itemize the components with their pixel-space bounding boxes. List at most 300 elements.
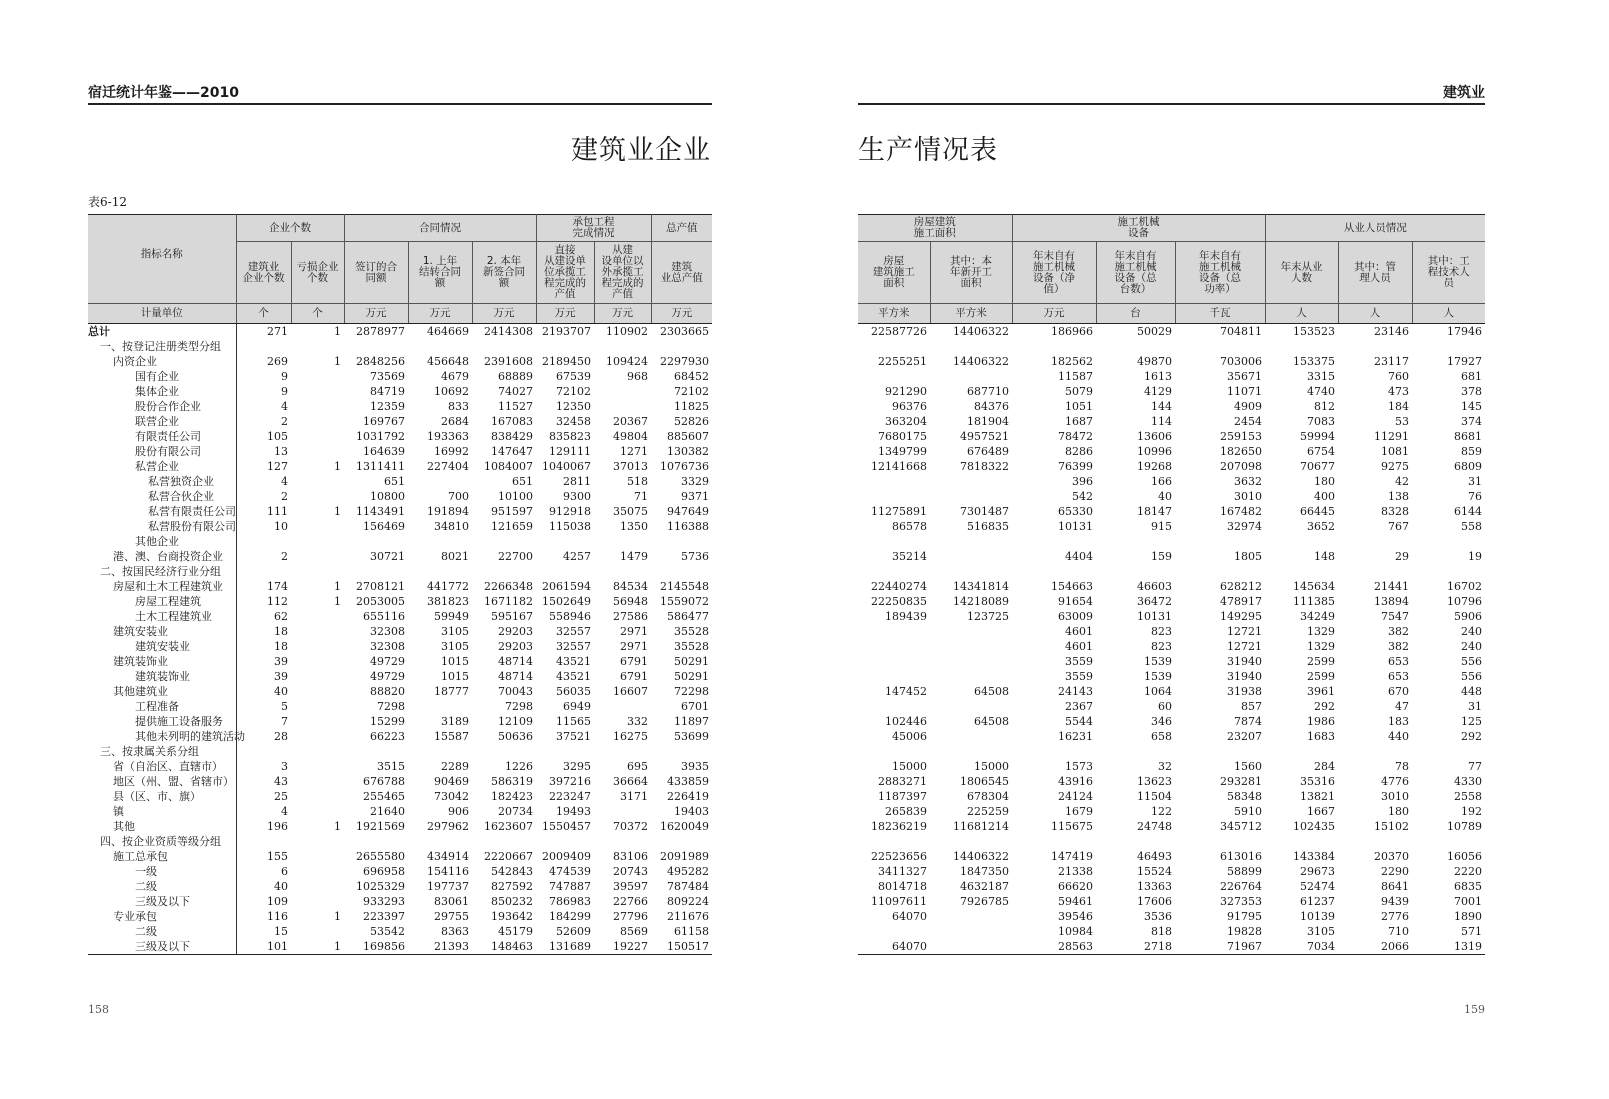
table-row <box>858 489 1485 504</box>
table-row <box>88 459 712 474</box>
data-cell: 193363 <box>427 430 469 443</box>
data-cell: 21441 <box>1374 580 1409 593</box>
data-cell: 10 <box>274 520 288 533</box>
col-indirect-output: 从建 设单位以 外承揽工 程完成的 产值 <box>594 242 651 304</box>
table-row <box>858 399 1485 414</box>
data-cell: 147419 <box>1051 850 1093 863</box>
data-cell: 39 <box>274 670 288 683</box>
data-cell: 53699 <box>674 730 709 743</box>
data-cell: 655116 <box>363 610 405 623</box>
group-machinery: 施工机械 设备 <box>1012 215 1265 242</box>
data-cell: 9275 <box>1381 460 1409 473</box>
data-cell: 767 <box>1388 520 1409 533</box>
data-cell: 495282 <box>667 865 709 878</box>
data-cell: 7034 <box>1265 939 1338 955</box>
data-cell: 265839 <box>885 805 927 818</box>
data-cell: 1847350 <box>960 865 1009 878</box>
data-cell: 7818322 <box>960 460 1009 473</box>
data-cell: 153375 <box>1293 355 1335 368</box>
data-cell: 676489 <box>967 445 1009 458</box>
data-cell: 2255251 <box>878 355 927 368</box>
row-label: 总计 <box>88 324 236 340</box>
data-cell: 613016 <box>1220 850 1262 863</box>
data-cell <box>291 624 344 639</box>
data-cell: 22523656 <box>871 850 927 863</box>
table-row <box>88 534 712 549</box>
page-title-left: 建筑业企业 <box>571 135 711 166</box>
data-cell: 2971 <box>620 625 648 638</box>
data-cell <box>1412 834 1485 849</box>
table-row <box>88 384 712 399</box>
data-cell: 951597 <box>491 505 533 518</box>
data-cell: 2971 <box>620 640 648 653</box>
data-cell: 382 <box>1388 625 1409 638</box>
data-cell: 6 <box>281 865 288 878</box>
table-row <box>88 504 712 519</box>
data-cell: 7298 <box>377 700 405 713</box>
data-cell: 4 <box>281 805 288 818</box>
data-cell: 62 <box>274 610 288 623</box>
data-cell: 812 <box>1314 400 1335 413</box>
data-cell: 13623 <box>1137 775 1172 788</box>
data-cell <box>858 669 930 684</box>
table-row <box>858 894 1485 909</box>
table-row <box>88 369 712 384</box>
data-cell <box>930 909 1012 924</box>
data-cell: 1 <box>334 595 341 608</box>
data-cell <box>472 564 536 579</box>
table-row <box>858 414 1485 429</box>
data-cell: 49804 <box>613 430 648 443</box>
data-cell: 121659 <box>491 520 533 533</box>
data-cell: 56035 <box>556 685 591 698</box>
data-cell: 3632 <box>1234 475 1262 488</box>
data-cell: 653 <box>1388 655 1409 668</box>
data-cell: 226764 <box>1220 880 1262 893</box>
data-cell <box>291 879 344 894</box>
data-cell <box>1096 834 1175 849</box>
data-cell: 73042 <box>434 790 469 803</box>
data-cell <box>291 339 344 354</box>
data-cell: 3515 <box>377 760 405 773</box>
data-cell <box>291 609 344 624</box>
data-cell: 45179 <box>498 925 533 938</box>
data-cell <box>1265 339 1338 354</box>
data-cell <box>291 924 344 939</box>
data-cell: 193642 <box>491 910 533 923</box>
row-label: 三、按隶属关系分组 <box>88 744 236 759</box>
data-cell: 35214 <box>892 550 927 563</box>
data-cell <box>291 654 344 669</box>
data-cell: 3961 <box>1307 685 1335 698</box>
data-cell: 696958 <box>363 865 405 878</box>
data-cell: 91654 <box>1058 595 1093 608</box>
data-cell: 164639 <box>363 445 405 458</box>
data-cell: 4601 <box>1065 640 1093 653</box>
data-cell: 43521 <box>556 655 591 668</box>
table-row <box>858 579 1485 594</box>
data-cell: 32458 <box>556 415 591 428</box>
data-cell: 651 <box>512 475 533 488</box>
row-label: 三级及以下 <box>88 894 236 909</box>
data-cell: 586319 <box>491 775 533 788</box>
data-cell: 11291 <box>1374 430 1409 443</box>
data-cell: 2193707 <box>542 325 591 338</box>
data-cell: 53542 <box>370 925 405 938</box>
data-cell: 167083 <box>491 415 533 428</box>
data-cell: 13894 <box>1374 595 1409 608</box>
table-row <box>858 774 1485 789</box>
data-cell: 32974 <box>1227 520 1262 533</box>
data-cell <box>930 339 1012 354</box>
running-head-left: 宿迁统计年鉴——2010 <box>88 85 239 101</box>
data-cell: 23207 <box>1227 730 1262 743</box>
data-cell: 2655580 <box>356 850 405 863</box>
table-row <box>858 924 1485 939</box>
data-cell: 558 <box>1461 520 1483 533</box>
data-cell: 174 <box>267 580 288 593</box>
col-total-output: 建筑 业总产值 <box>651 242 712 304</box>
data-cell: 2599 <box>1307 670 1335 683</box>
data-cell: 78472 <box>1058 430 1093 443</box>
data-cell <box>408 339 472 354</box>
data-cell: 24124 <box>1058 790 1093 803</box>
data-cell: 2558 <box>1454 790 1483 803</box>
data-cell <box>344 564 408 579</box>
data-cell: 653 <box>1388 670 1409 683</box>
data-cell: 676788 <box>363 775 405 788</box>
unit-cell: 万元 <box>472 304 536 324</box>
data-cell: 397216 <box>549 775 591 788</box>
data-cell: 40 <box>274 685 288 698</box>
data-cell: 3935 <box>681 760 709 773</box>
data-cell: 64508 <box>974 685 1009 698</box>
data-cell: 25 <box>274 790 288 803</box>
data-cell <box>651 834 712 849</box>
data-cell: 6791 <box>620 670 648 683</box>
data-cell <box>408 534 472 549</box>
data-cell: 36472 <box>1137 595 1172 608</box>
data-cell: 2718 <box>1096 939 1175 955</box>
data-cell <box>594 399 651 414</box>
data-cell: 156469 <box>363 520 405 533</box>
data-cell: 109 <box>267 895 288 908</box>
data-cell: 1 <box>334 820 341 833</box>
data-cell: 66223 <box>370 730 405 743</box>
unit-cell: 万元 <box>536 304 594 324</box>
data-cell <box>594 564 651 579</box>
data-cell: 787484 <box>667 880 709 893</box>
data-cell: 374 <box>1461 415 1483 428</box>
unit-cell: 人 <box>1338 304 1412 324</box>
data-cell: 6809 <box>1454 460 1483 473</box>
data-cell: 225259 <box>967 805 1009 818</box>
data-cell: 115038 <box>549 520 591 533</box>
row-label: 集体企业 <box>88 384 236 399</box>
data-cell <box>594 744 651 759</box>
data-cell: 14406322 <box>953 850 1009 863</box>
data-cell <box>291 804 344 819</box>
data-cell: 52474 <box>1300 880 1335 893</box>
data-cell: 1051 <box>1065 400 1093 413</box>
right-data-table <box>858 214 1485 955</box>
data-cell: 1560 <box>1234 760 1262 773</box>
table-number: 表6-12 <box>88 195 127 209</box>
data-cell: 11897 <box>674 715 709 728</box>
data-cell: 8641 <box>1381 880 1409 893</box>
data-cell: 4632187 <box>960 880 1009 893</box>
data-cell: 32 <box>1158 760 1172 773</box>
table-row <box>858 324 1485 340</box>
data-cell: 43521 <box>556 670 591 683</box>
data-cell: 150517 <box>651 939 712 955</box>
data-cell: 22700 <box>498 550 533 563</box>
data-cell <box>536 339 594 354</box>
data-cell: 3559 <box>1065 655 1093 668</box>
data-cell: 73569 <box>370 370 405 383</box>
data-cell: 127 <box>267 460 288 473</box>
data-cell: 3171 <box>620 790 648 803</box>
data-cell: 10800 <box>370 490 405 503</box>
data-cell: 1921569 <box>356 820 405 833</box>
data-cell: 13821 <box>1300 790 1335 803</box>
data-cell <box>472 534 536 549</box>
data-cell: 39 <box>274 655 288 668</box>
data-cell <box>1265 534 1338 549</box>
data-cell: 363204 <box>885 415 927 428</box>
data-cell: 2776 <box>1381 910 1409 923</box>
data-cell: 1311411 <box>356 460 405 473</box>
table-row <box>88 834 712 849</box>
table-row <box>858 639 1485 654</box>
data-cell <box>236 564 291 579</box>
table-row <box>88 909 712 924</box>
data-cell: 59994 <box>1300 430 1335 443</box>
data-cell: 32557 <box>556 640 591 653</box>
data-cell: 10692 <box>434 385 469 398</box>
table-row <box>88 489 712 504</box>
data-cell: 381823 <box>427 595 469 608</box>
data-cell: 681 <box>1461 370 1483 383</box>
col-new-floor-area: 其中：本 年新开工 面积 <box>930 242 1012 304</box>
table-row <box>858 714 1485 729</box>
table-row <box>858 609 1485 624</box>
data-cell <box>291 774 344 789</box>
row-label: 私营合伙企业 <box>88 489 236 504</box>
data-cell: 74027 <box>498 385 533 398</box>
data-cell: 28 <box>274 730 288 743</box>
col-enterprise-count: 建筑业 企业个数 <box>236 242 291 304</box>
data-cell: 1890 <box>1454 910 1483 923</box>
group-output: 总产值 <box>651 215 712 242</box>
data-cell: 14406322 <box>953 355 1009 368</box>
data-cell <box>408 834 472 849</box>
data-cell: 18147 <box>1137 505 1172 518</box>
col-loss-count: 亏损企业 个数 <box>291 242 344 304</box>
data-cell: 6144 <box>1454 505 1483 518</box>
data-cell: 7001 <box>1454 895 1483 908</box>
data-cell: 586477 <box>667 610 709 623</box>
data-cell: 2708121 <box>356 580 405 593</box>
data-cell: 2367 <box>1065 700 1093 713</box>
data-cell: 21338 <box>1058 865 1093 878</box>
unit-cell: 万元 <box>594 304 651 324</box>
data-cell <box>291 744 344 759</box>
data-cell <box>344 534 408 549</box>
data-cell: 5906 <box>1454 610 1483 623</box>
group-enterprises: 企业个数 <box>236 215 344 242</box>
data-cell <box>536 834 594 849</box>
table-row <box>858 834 1485 849</box>
data-cell: 786983 <box>549 895 591 908</box>
data-cell <box>651 534 712 549</box>
data-cell: 18 <box>274 625 288 638</box>
row-label: 工程准备 <box>88 699 236 714</box>
data-cell: 101 <box>236 939 291 955</box>
data-cell <box>651 564 712 579</box>
data-cell: 4776 <box>1381 775 1409 788</box>
data-cell <box>651 744 712 759</box>
data-cell: 3536 <box>1144 910 1172 923</box>
data-cell: 16275 <box>613 730 648 743</box>
group-floor-area: 房屋建筑 施工面积 <box>858 215 1012 242</box>
data-cell: 4909 <box>1234 400 1262 413</box>
data-cell <box>1175 564 1265 579</box>
table-row <box>88 849 712 864</box>
row-label: 房屋工程建筑 <box>88 594 236 609</box>
data-cell: 670 <box>1388 685 1409 698</box>
data-cell: 169767 <box>363 415 405 428</box>
data-cell: 47 <box>1395 700 1409 713</box>
data-cell: 70677 <box>1300 460 1335 473</box>
data-cell: 22250835 <box>871 595 927 608</box>
data-cell <box>291 789 344 804</box>
data-cell: 186966 <box>1051 325 1093 338</box>
table-row <box>88 429 712 444</box>
data-cell: 859 <box>1461 445 1483 458</box>
data-cell: 166 <box>1151 475 1172 488</box>
data-cell: 1064 <box>1144 685 1172 698</box>
row-label: 联营企业 <box>88 414 236 429</box>
row-label: 其他未列明的建筑活动 <box>88 729 236 744</box>
data-cell: 23117 <box>1374 355 1409 368</box>
table-row <box>858 459 1485 474</box>
data-cell: 1 <box>334 580 341 593</box>
data-cell <box>291 564 344 579</box>
table-row <box>88 639 712 654</box>
data-cell: 59461 <box>1058 895 1093 908</box>
data-cell: 269 <box>267 355 288 368</box>
data-cell <box>291 519 344 534</box>
data-cell: 1025329 <box>356 880 405 893</box>
data-cell: 658 <box>1151 730 1172 743</box>
data-cell: 818 <box>1151 925 1172 938</box>
data-cell: 1550457 <box>542 820 591 833</box>
page-number-left: 158 <box>88 1003 109 1016</box>
data-cell: 4679 <box>441 370 469 383</box>
data-cell <box>594 699 651 714</box>
data-cell: 10984 <box>1058 925 1093 938</box>
data-cell: 10131 <box>1137 610 1172 623</box>
data-cell: 31940 <box>1227 670 1262 683</box>
data-cell: 6754 <box>1307 445 1335 458</box>
data-cell: 284 <box>1314 760 1335 773</box>
data-cell: 3295 <box>563 760 591 773</box>
data-cell <box>930 669 1012 684</box>
data-cell: 52826 <box>674 415 709 428</box>
data-cell <box>858 744 930 759</box>
data-cell: 148 <box>1314 550 1335 563</box>
data-cell: 345712 <box>1220 820 1262 833</box>
col-floor-area: 房屋 建筑施工 面积 <box>858 242 930 304</box>
data-cell: 968 <box>627 370 648 383</box>
data-cell: 6701 <box>681 700 709 713</box>
data-cell: 9300 <box>563 490 591 503</box>
data-cell: 327353 <box>1220 895 1262 908</box>
data-cell: 1539 <box>1144 670 1172 683</box>
data-cell: 16992 <box>434 445 469 458</box>
row-label: 股份有限公司 <box>88 444 236 459</box>
data-cell <box>858 654 930 669</box>
data-cell: 5079 <box>1065 385 1093 398</box>
data-cell: 5736 <box>681 550 709 563</box>
data-cell: 31 <box>1468 475 1483 488</box>
data-cell: 34810 <box>434 520 469 533</box>
col-direct-output: 直接 从建设单 位承揽工 程完成的 产值 <box>536 242 594 304</box>
row-label: 土木工程建筑业 <box>88 609 236 624</box>
data-cell: 1986 <box>1307 715 1335 728</box>
data-cell <box>536 744 594 759</box>
data-cell: 22440274 <box>871 580 927 593</box>
data-cell: 66620 <box>1058 880 1093 893</box>
data-cell: 2053005 <box>356 595 405 608</box>
data-cell: 211676 <box>667 910 709 923</box>
data-cell <box>858 924 930 939</box>
data-cell: 181904 <box>967 415 1009 428</box>
row-label: 三级及以下 <box>88 939 236 955</box>
data-cell: 7874 <box>1234 715 1262 728</box>
data-cell: 1502649 <box>542 595 591 608</box>
data-cell: 1015 <box>441 655 469 668</box>
data-cell: 595167 <box>491 610 533 623</box>
data-cell: 687710 <box>967 385 1009 398</box>
data-cell <box>472 834 536 849</box>
row-label: 房屋和土木工程建筑业 <box>88 579 236 594</box>
data-cell: 18777 <box>434 685 469 698</box>
row-label: 私营独资企业 <box>88 474 236 489</box>
data-cell: 1015 <box>441 670 469 683</box>
data-cell: 474539 <box>549 865 591 878</box>
data-cell: 167482 <box>1220 505 1262 518</box>
data-cell: 3105 <box>441 625 469 638</box>
data-cell: 8021 <box>441 550 469 563</box>
row-label: 二级 <box>88 879 236 894</box>
data-cell: 22766 <box>613 895 648 908</box>
data-cell: 35528 <box>674 625 709 638</box>
data-cell <box>344 339 408 354</box>
data-cell: 2684 <box>441 415 469 428</box>
data-cell: 2290 <box>1381 865 1409 878</box>
data-cell <box>858 339 930 354</box>
data-cell: 558946 <box>549 610 591 623</box>
data-cell <box>651 339 712 354</box>
data-cell <box>291 639 344 654</box>
row-label: 其他企业 <box>88 534 236 549</box>
data-cell <box>344 744 408 759</box>
unit-label: 计量单位 <box>88 304 236 324</box>
data-cell: 7301487 <box>960 505 1009 518</box>
data-cell: 154663 <box>1051 580 1093 593</box>
